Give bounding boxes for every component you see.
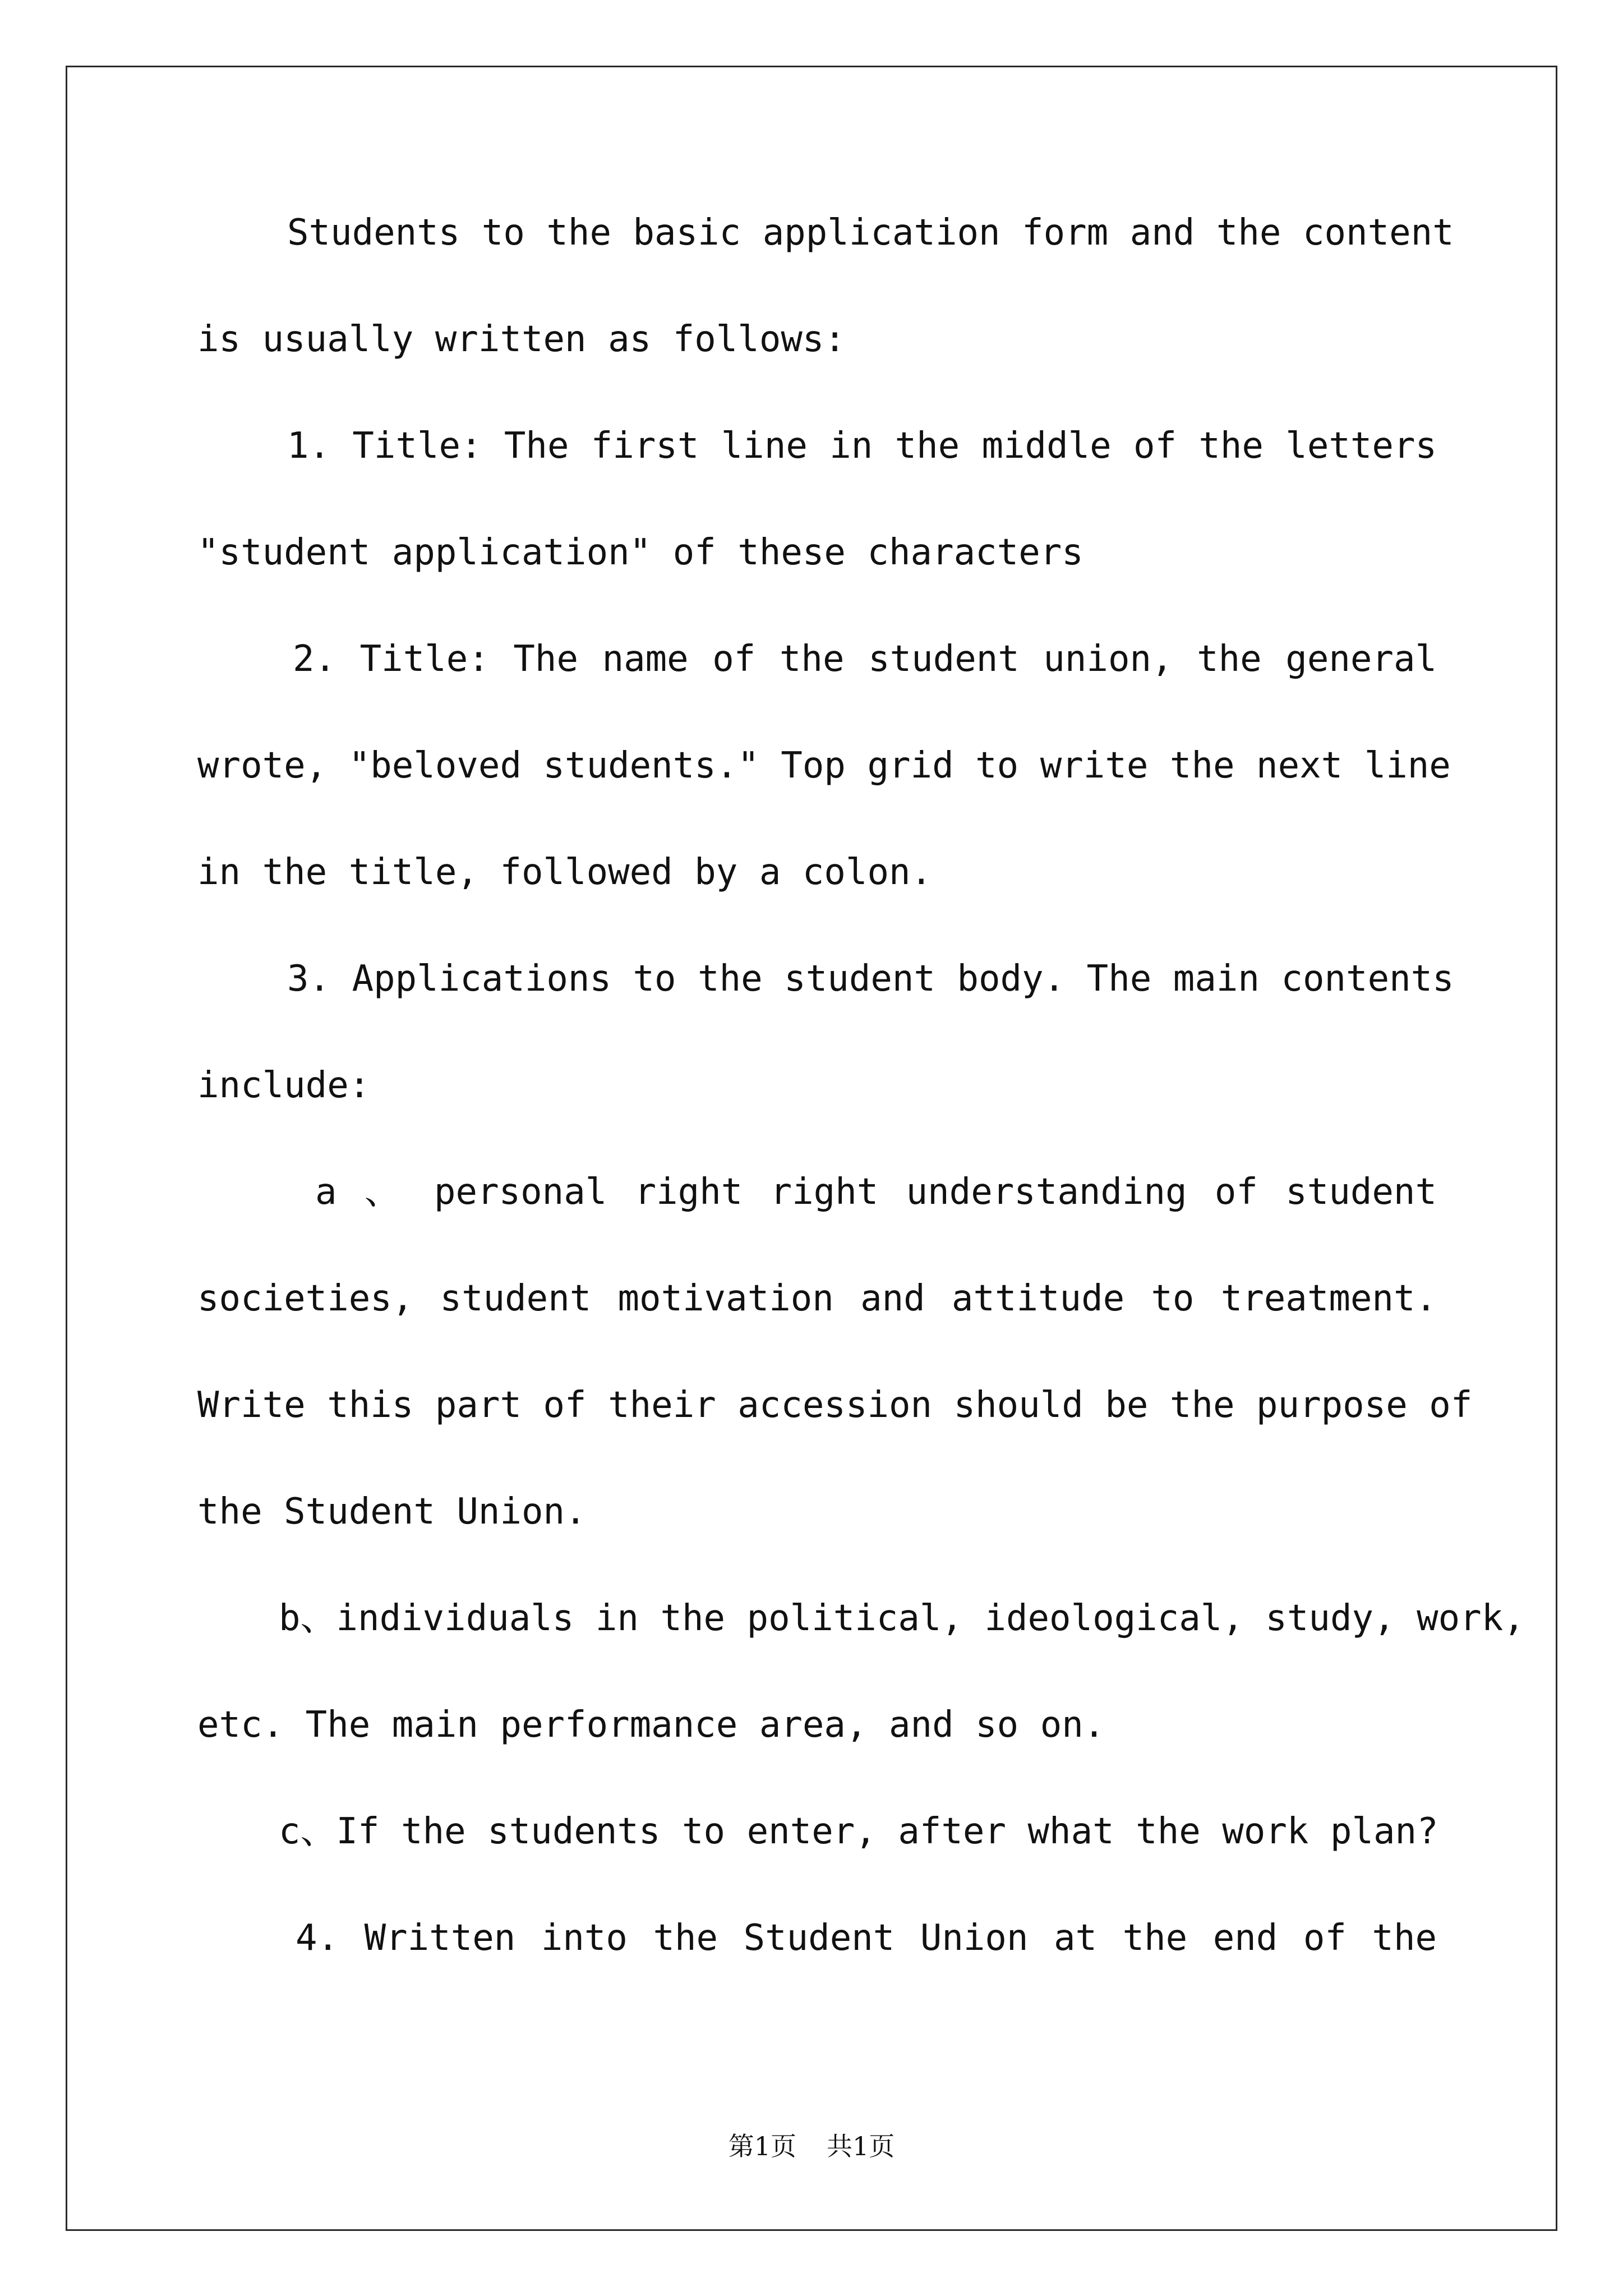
text-line: the Student Union. xyxy=(197,1491,587,1533)
page-border xyxy=(66,66,1557,2231)
text-line: Write this part of their accession should be the purpose of xyxy=(197,1384,1473,1426)
text-line: 1. Title: The first line in the middle of the letters xyxy=(287,425,1437,467)
text-line: etc. The main performance area, and so on. xyxy=(197,1704,1105,1746)
page-number: 第1页 xyxy=(728,2131,796,2161)
text-line: include: xyxy=(197,1065,371,1106)
text-line: wrote, "beloved students." Top grid to write the next line xyxy=(197,745,1451,786)
text-line: b、individuals in the political, ideological, study, work, xyxy=(279,1598,1525,1639)
text-line: in the title, followed by a colon. xyxy=(197,852,933,893)
text-line: 3. Applications to the student body. The main contents xyxy=(287,958,1454,1000)
text-line: c、If the students to enter, after what the work plan? xyxy=(279,1811,1438,1852)
text-line: societies, student motivation and attitude to treatment. xyxy=(197,1278,1437,1319)
text-line: a 、 personal right right understanding of student xyxy=(315,1171,1437,1213)
text-line: Students to the basic application form and the content xyxy=(287,212,1454,254)
text-line: 2. Title: The name of the student union, the general xyxy=(293,638,1437,680)
text-line: is usually written as follows: xyxy=(197,319,846,360)
text-line: "student application" of these characters xyxy=(197,532,1083,573)
page-total: 共1页 xyxy=(827,2131,895,2161)
text-line: 4. Written into the Student Union at the end of the xyxy=(296,1917,1437,1959)
page-footer xyxy=(0,2126,1623,2163)
